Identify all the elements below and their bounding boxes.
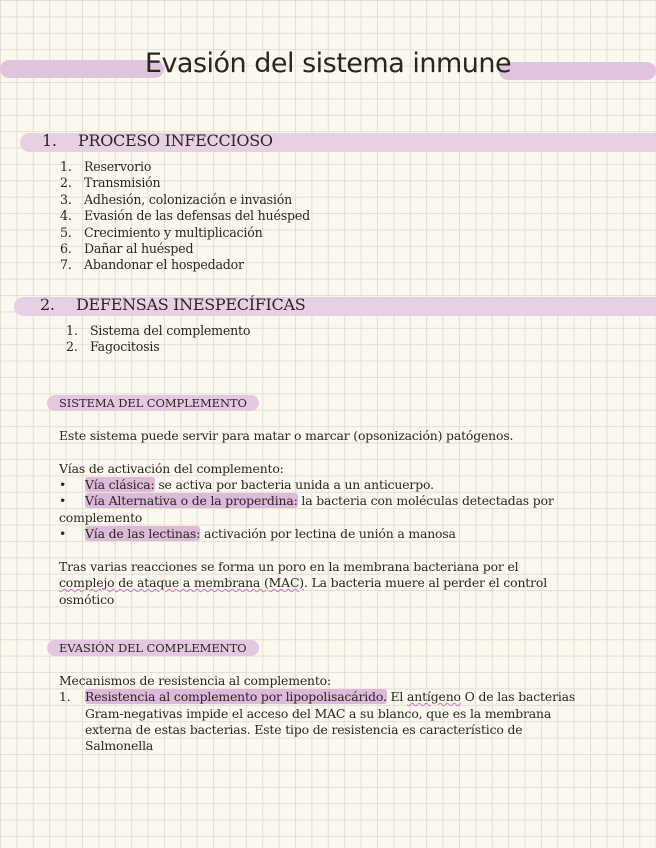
mac-line-2: complejo de ataque a membrana (MAC). La bacteria muere al perder el control bbox=[59, 575, 548, 590]
via-alternativa-highlight: Vía Alternativa o de la properdina: bbox=[85, 493, 298, 508]
list-item: 7. Abandonar el hospedador bbox=[60, 257, 244, 273]
vias-heading: Vías de activación del complemento: bbox=[59, 461, 284, 476]
list-item: 1. Sistema del complemento bbox=[66, 323, 251, 338]
via-lectinas: • Vía de las lectinas: activación por lectina de unión a manosa bbox=[59, 526, 456, 541]
via-lectinas-highlight: Vía de las lectinas: bbox=[85, 526, 201, 541]
section-2-list bbox=[66, 323, 250, 356]
via-alternativa: • Vía Alternativa o de la properdina: la bacteria con moléculas detectadas por bbox=[59, 493, 554, 508]
list-item: 6. Dañar al huésped bbox=[60, 240, 194, 256]
mac-line-3: osmótico bbox=[59, 592, 115, 607]
complemento-heading: SISTEMA DEL COMPLEMENTO bbox=[47, 395, 259, 411]
mech-item-1-line-4: Salmonella bbox=[85, 738, 154, 753]
list-item: 5. Crecimiento y multiplicación bbox=[60, 224, 263, 240]
via-clasica: • Vía clásica: se activa por bacteria unida a un anticuerpo. bbox=[59, 477, 434, 492]
section-2-label: DEFENSAS INESPECÍFICAS bbox=[76, 295, 306, 314]
list-item: 2. Fagocitosis bbox=[66, 339, 160, 355]
section-2-number: 2. bbox=[40, 295, 55, 314]
list-item: 4. Evasión de las defensas del huésped bbox=[60, 208, 310, 224]
evasion-heading: EVASIÓN DEL COMPLEMENTO bbox=[47, 640, 259, 656]
page-title: Evasión del sistema inmune bbox=[144, 48, 512, 79]
mech-item-1-line-2: Gram-negativas impide el acceso del MAC a su blanco, que es la membrana bbox=[85, 706, 552, 721]
list-item: 2. Transmisión bbox=[60, 175, 161, 191]
section-1-title bbox=[42, 131, 273, 150]
mech-item-1-line-3: externa de estas bacterias. Este tipo de resistencia es característico de bbox=[85, 722, 523, 737]
list-item: 1. Reservorio bbox=[60, 159, 152, 174]
via-alternativa-cont: complemento bbox=[59, 510, 143, 525]
mac-underlined: complejo de ataque a membrana (MAC) bbox=[59, 575, 304, 590]
mech-item-1-highlight: Resistencia al complemento por lipopolisacárido. bbox=[85, 689, 387, 704]
section-1-number: 1. bbox=[42, 131, 57, 150]
mech-heading: Mecanismos de resistencia al complemento: bbox=[59, 673, 332, 688]
antigen-underlined: antígeno bbox=[407, 689, 461, 704]
list-item: 3. Adhesión, colonización e invasión bbox=[60, 191, 293, 207]
section-1-list bbox=[60, 159, 310, 274]
section-1-label: PROCESO INFECCIOSO bbox=[78, 131, 273, 150]
section-2-title bbox=[40, 295, 305, 314]
via-clasica-highlight: Vía clásica: bbox=[85, 477, 155, 492]
complemento-intro: Este sistema puede servir para matar o marcar (opsonización) patógenos. bbox=[59, 428, 514, 443]
mech-item-1: 1. Resistencia al complemento por lipopolisacárido. El antígeno O de las bacterias bbox=[59, 689, 576, 704]
mac-line-1: Tras varias reacciones se forma un poro en la membrana bacteriana por el bbox=[59, 559, 519, 574]
